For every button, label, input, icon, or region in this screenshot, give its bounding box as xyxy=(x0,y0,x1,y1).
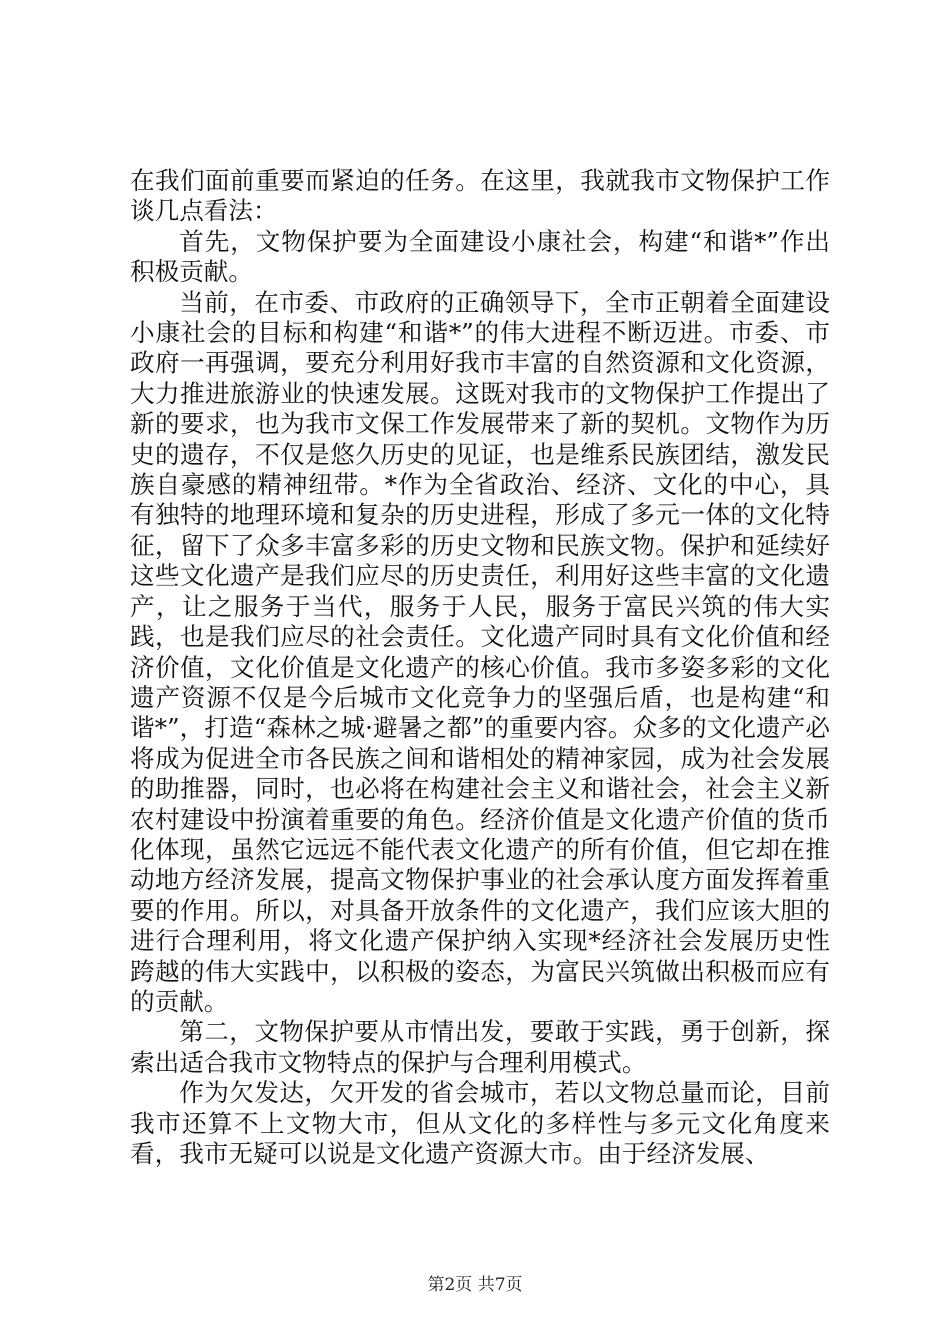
paragraph-second-point: 第二，文物保护要从市情出发，要敢于实践，勇于创新，探索出适合我市文物特点的保护与合理利用模式。 xyxy=(130,1017,830,1077)
paragraph-current-situation: 当前，在市委、市政府的正确领导下，全市正朝着全面建设小康社会的目标和构建“和谐*”的伟大进程不断迈进。市委、市政府一再强调，要充分利用好我市丰富的自然资源和文化资源，大力推进旅游业的快速发展。这既对我市的文物保护工作提出了新的要求，也为我市文保工作发展带来了新的契机。文物作为历史的遗存，不仅是悠久历史的见证，也是维系民族团结，激发民族自豪感的精神纽带。*作为全省政治、经济、文化的中心，具有独特的地理环境和复杂的历史进程，形成了多元一体的文化特征，留下了众多丰富多彩的历史文物和民族文物。保护和延续好这些文化遗产是我们应尽的历史责任，利用好这些丰富的文化遗产，让之服务于当代，服务于人民，服务于富民兴筑的伟大实践，也是我们应尽的社会责任。文化遗产同时具有文化价值和经济价值，文化价值是文化遗产的核心价值。我市多姿多彩的文化遗产资源不仅是今后城市文化竞争力的坚强后盾，也是构建“和谐*”，打造“森林之城·避暑之都”的重要内容。众多的文化遗产必将成为促进全市各民族之间和谐相处的精神家园，成为社会发展的助推器，同时，也必将在构建社会主义和谐社会，社会主义新农村建设中扮演着重要的角色。经济价值是文化遗产价值的货币化体现，虽然它远远不能代表文化遗产的所有价值，但它却在推动地方经济发展，提高文物保护事业的社会承认度方面发挥着重要的作用。所以，对具备开放条件的文化遗产，我们应该大胆的进行合理利用，将文化遗产保护纳入实现*经济社会发展历史性跨越的伟大实践中，以积极的姿态，为富民兴筑做出积极而应有的贡献。 xyxy=(130,287,830,1016)
paragraph-continuation: 在我们面前重要而紧迫的任务。在这里，我就我市文物保护工作谈几点看法： xyxy=(130,166,830,226)
page-number-footer: 第2页 共7页 xyxy=(427,1275,523,1295)
paragraph-first-point: 首先，文物保护要为全面建设小康社会，构建“和谐*”作出积极贡献。 xyxy=(130,226,830,287)
paragraph-provincial-city: 作为欠发达，欠开发的省会城市，若以文物总量而论，目前我市还算不上文物大市，但从文化的多样性与多元文化角度来看，我市无疑可以说是文化遗产资源大市。由于经济发展、 xyxy=(130,1078,830,1168)
document-body xyxy=(130,166,830,1169)
